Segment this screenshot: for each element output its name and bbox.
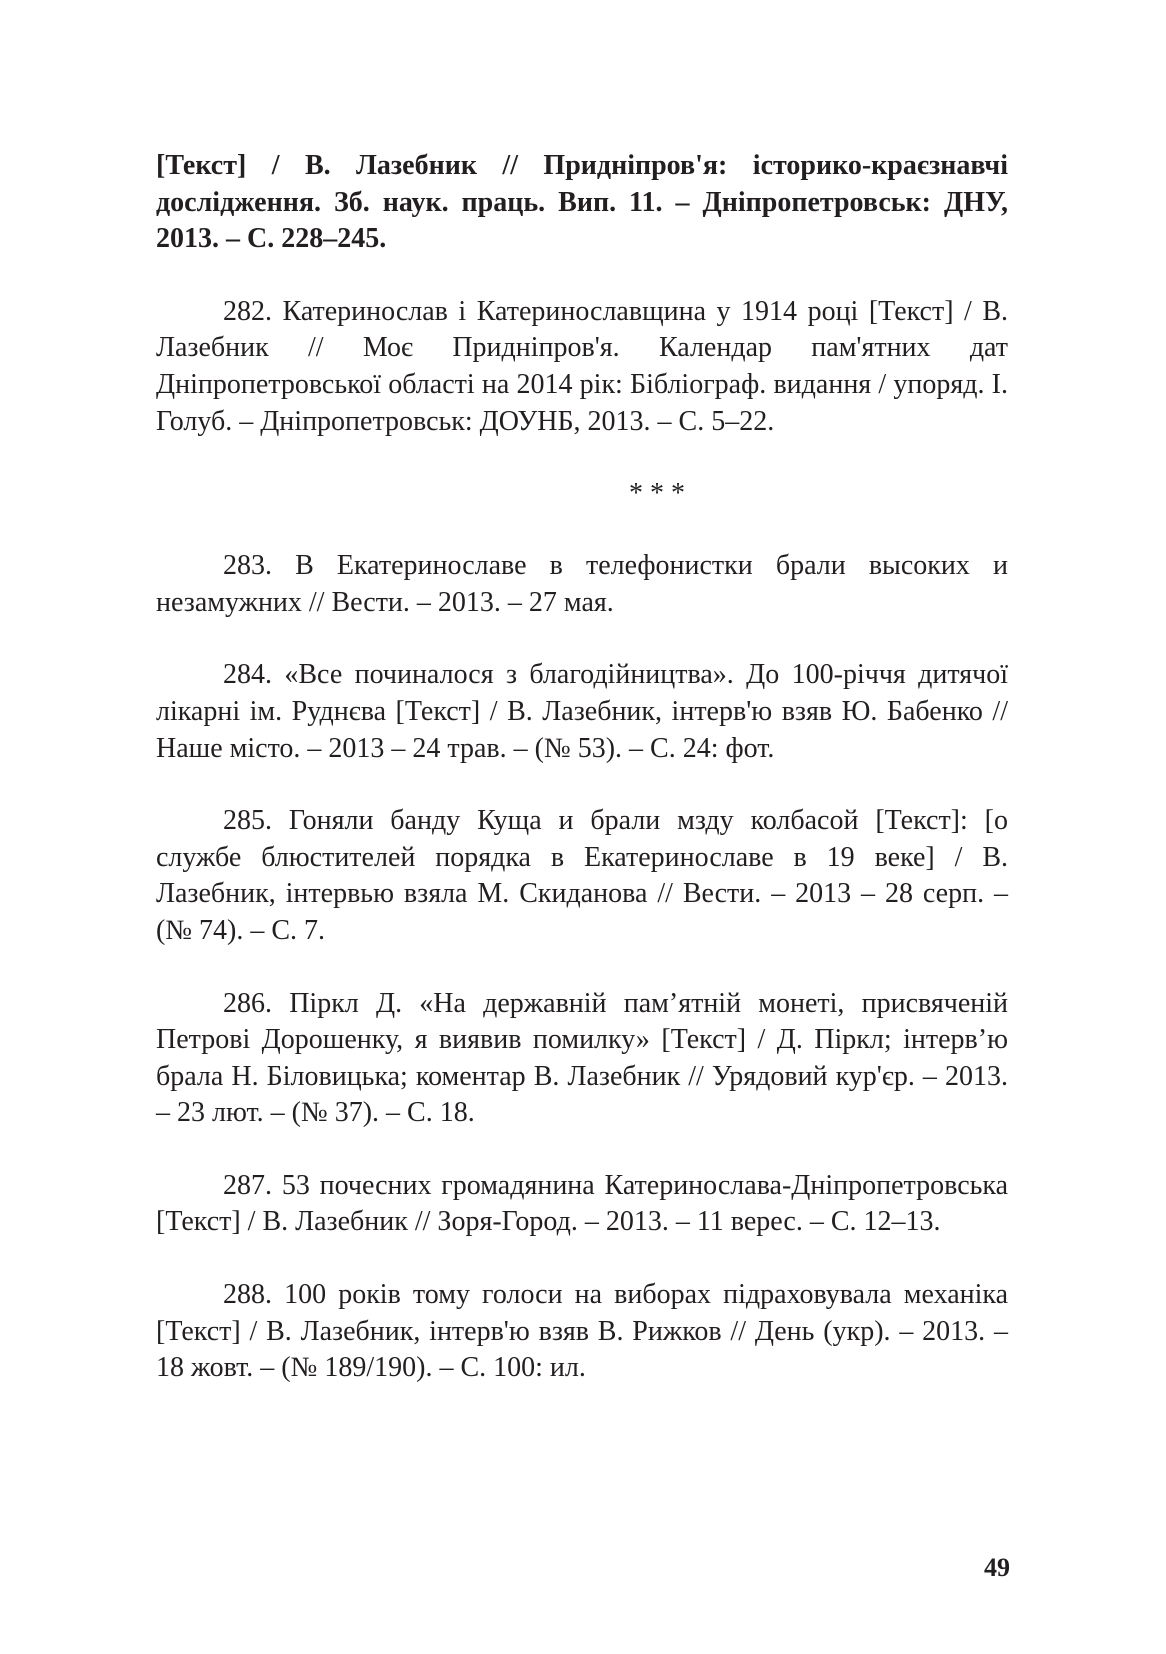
bibliography-entry-284: 284. «Все починалося з благодійництва». До 100-річчя дитячої лікарні ім. Руднєва [Текст] / В. Лазебник, інтерв'ю взяв Ю. Бабенко // Наше місто. – 2013 – 24 трав. – (№ 53). – С. 24: фот. [156,659,1008,764]
bibliography-entry-288: 288. 100 років тому голоси на виборах підраховувала механіка [Текст] / В. Лазебник, інтерв'ю взяв В. Рижков // День (укр). – 2013. – 18 жовт. – (№ 189/190). – С. 100: ил. [156,1279,1008,1384]
bibliography-entry-285: 285. Гоняли банду Куща и брали мзду колбасой [Текст]: [о службе блюстителей порядка в Екатеринославе в 19 веке] / В. Лазебник, інтервью взяла М. Скиданова // Вести. – 2013 – 28 серп. – (№ 74). – С. 7. [156,805,1008,946]
bibliography-entry-282: 282. Катеринослав і Катеринославщина у 1914 році [Текст] / В. Лазебник // Моє Придніпров'я. Календар пам'ятних дат Дніпропетровської області на 2014 рік: Бібліограф. видання / упоряд. І. Голуб. – Дніпропетровськ: ДОУНБ, 2013. – С. 5–22. [156,295,1008,437]
page-number: 49 [984,1553,1010,1582]
page-body [156,148,1008,1387]
section-separator: * * * [629,478,685,510]
continuation-paragraph: [Текст] / В. Лазебник // Придніпров'я: історико-краєзнавчі дослідження. Зб. наук. праць. Вип. 11. – Дніпропетровськ: ДНУ, 2013. – С. 228–245. [156,150,1008,255]
bibliography-entry-287: 287. 53 почесних громадянина Катеринослава-Дніпропетровська [Текст] / В. Лазебник // Зоря-Город. – 2013. – 11 верес. – С. 12–13. [156,1169,1008,1238]
bibliography-entry-283: 283. В Екатеринославе в телефонистки брали высоких и незамужних // Вести. – 2013. – 27 мая. [156,550,1008,618]
bibliography-entry-286: 286. Піркл Д. «На державній пам’ятній монеті, присвяченій Петрові Дорошенку, я виявив помилку» [Текст] / Д. Піркл; інтерв’ю брала Н. Біловицька; коментар В. Лазебник // Урядовий кур'єр. – 2013. – 23 лют. – (№ 37). – С. 18. [156,987,1008,1129]
